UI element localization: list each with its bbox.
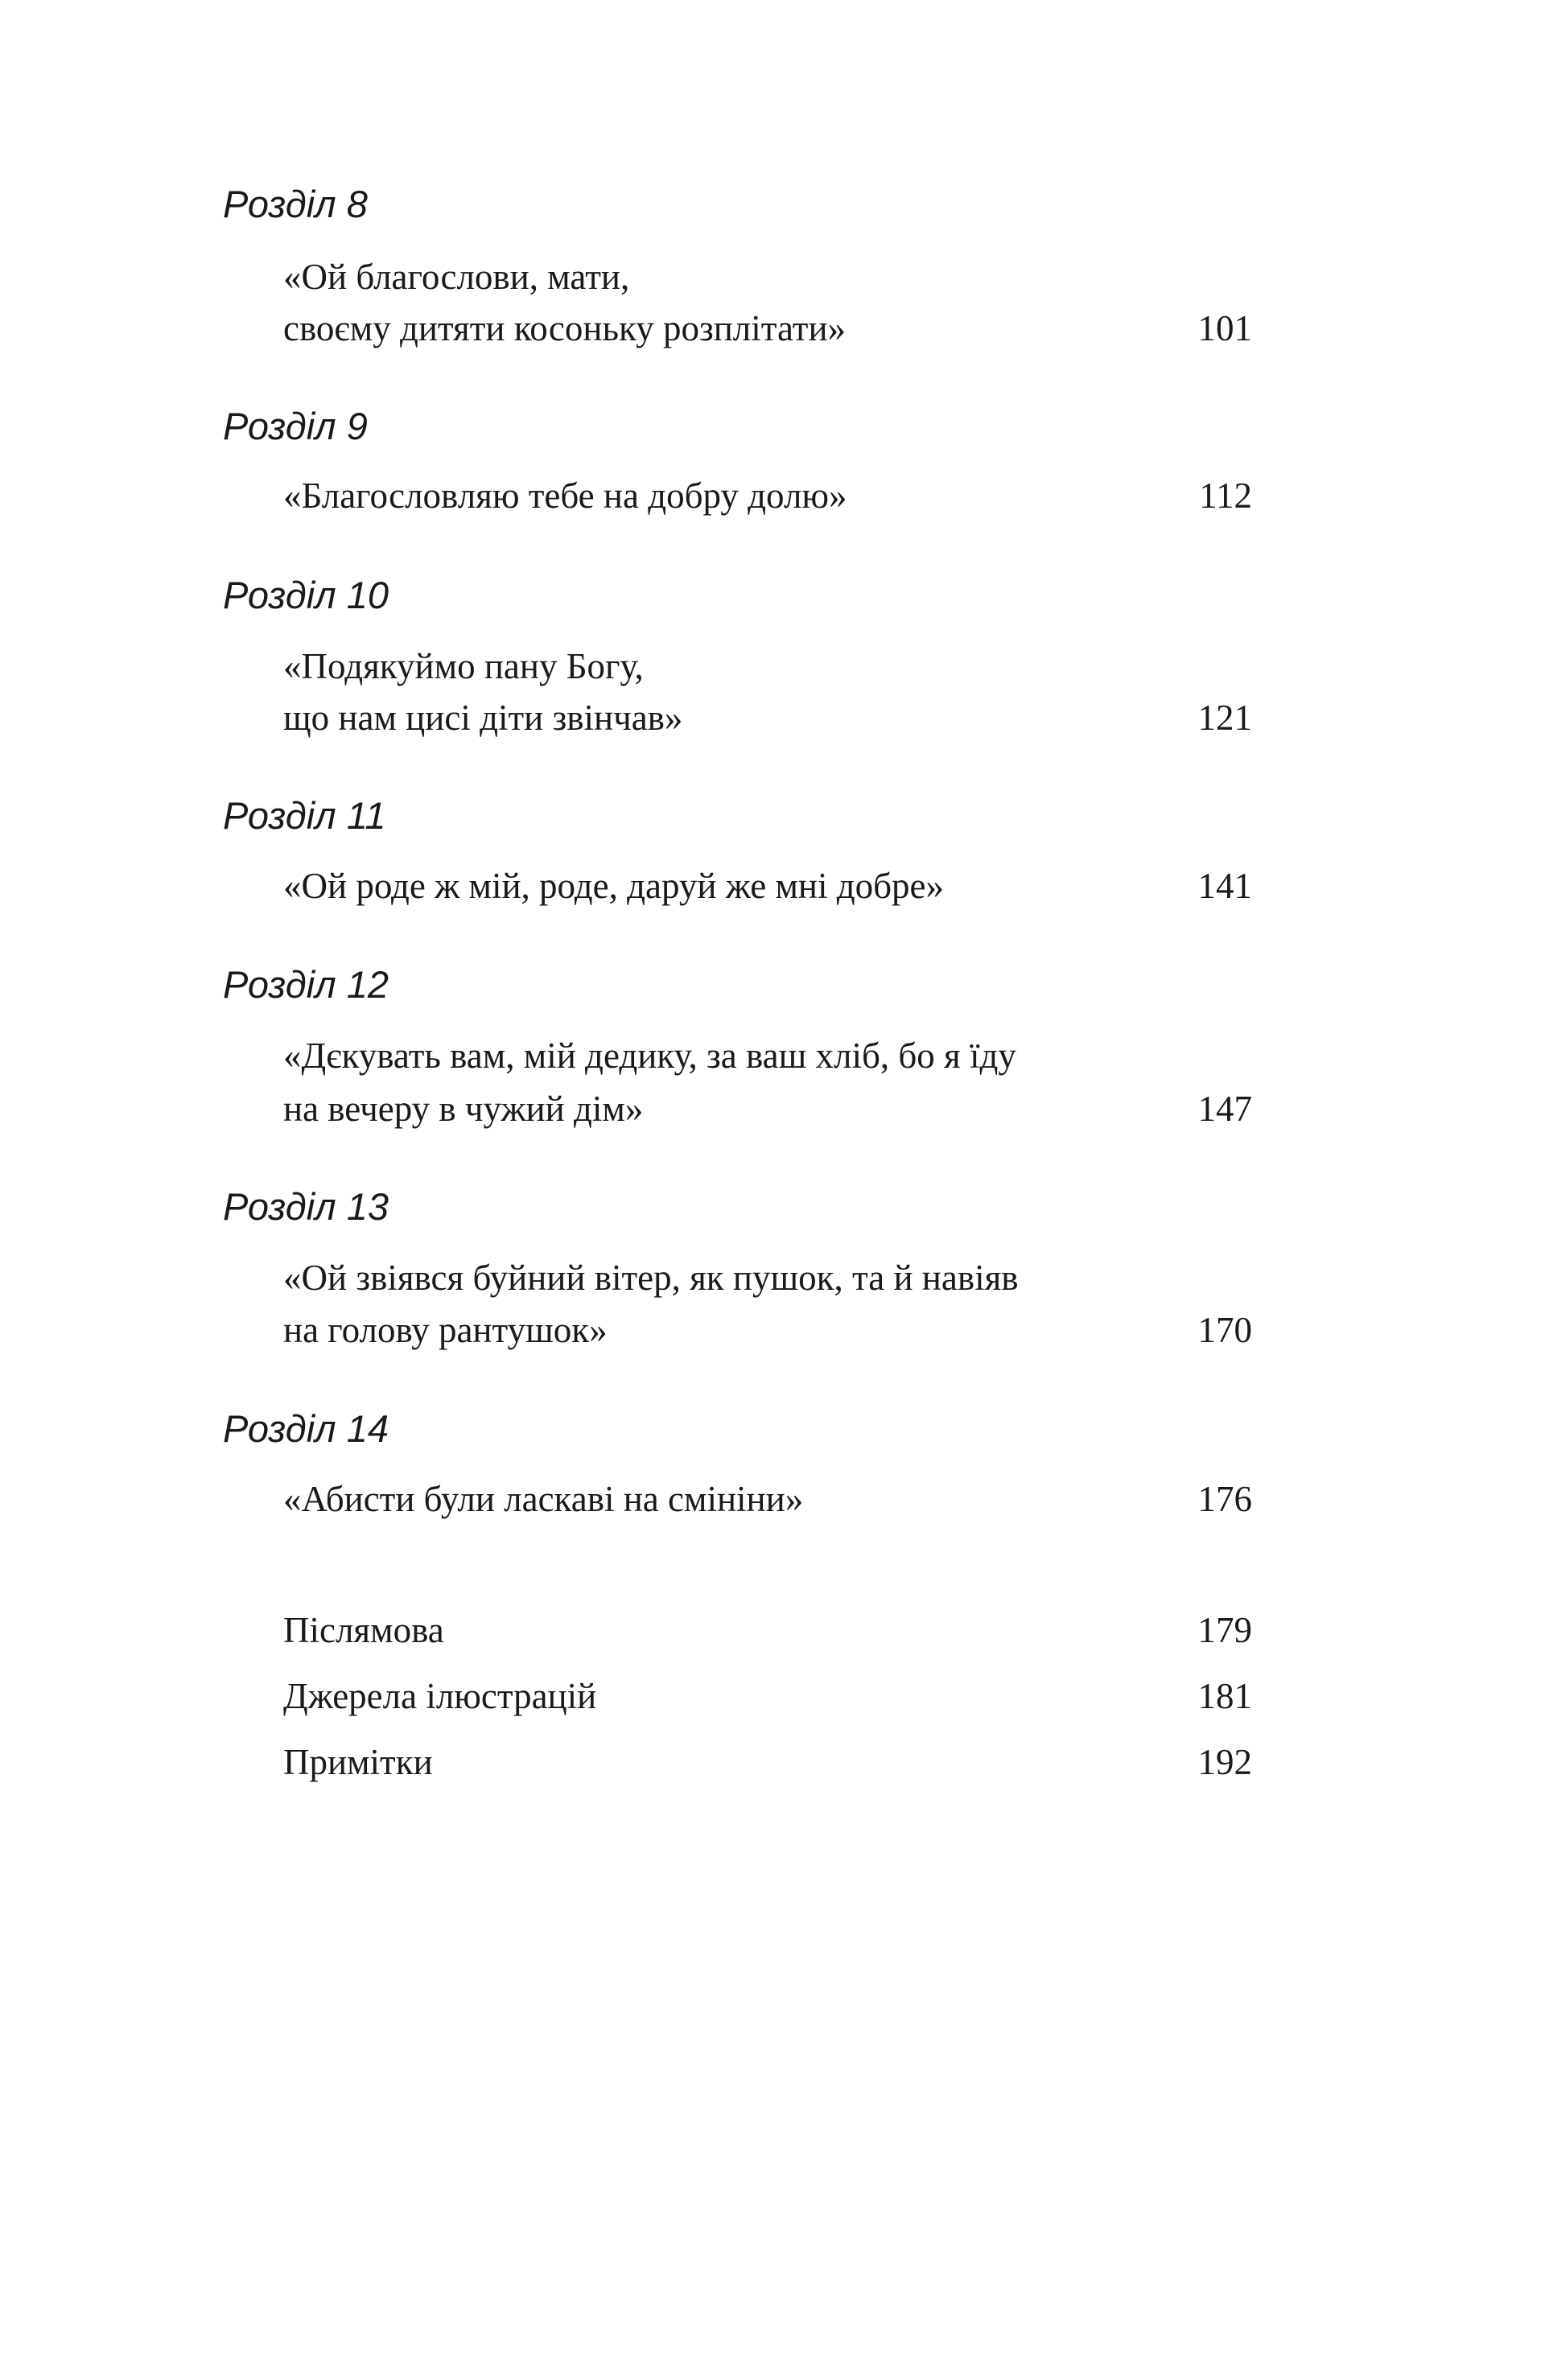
back-matter-notes-page: 192 bbox=[1197, 1742, 1252, 1782]
back-matter-illustration-sources-title: Джерела ілюстрацій bbox=[283, 1676, 597, 1716]
chapter-13-title-line-1: «Ой звіявся буйний вітер, як пушок, та й навіяв bbox=[283, 1258, 1019, 1298]
chapter-10-title-line-1: «Подякуймо пану Богу, bbox=[283, 646, 644, 686]
chapter-12-page-number: 147 bbox=[1197, 1089, 1252, 1129]
chapter-11-page-number: 141 bbox=[1197, 866, 1252, 906]
chapter-12-title-line-1: «Дєкувать вам, мій дедику, за ваш хліб, бо я їду bbox=[283, 1036, 1016, 1076]
chapter-13-heading: Розділ 13 bbox=[223, 1185, 389, 1228]
chapter-12-title-line-2: на вечеру в чужий дім» bbox=[283, 1089, 644, 1129]
chapter-8-title-line-1: «Ой благослови, мати, bbox=[283, 257, 630, 297]
chapter-9-page-number: 112 bbox=[1199, 476, 1252, 516]
chapter-9-title-line-1: «Благословляю тебе на добру долю» bbox=[283, 476, 847, 516]
chapter-8-heading: Розділ 8 bbox=[223, 183, 368, 225]
chapter-11-title-line-1: «Ой роде ж мій, роде, даруй же мні добре» bbox=[283, 866, 945, 906]
chapter-13-title-line-2: на голову рантушок» bbox=[283, 1310, 608, 1350]
chapter-11-heading: Розділ 11 bbox=[223, 794, 386, 837]
chapter-14-heading: Розділ 14 bbox=[223, 1407, 389, 1450]
chapter-9-heading: Розділ 9 bbox=[223, 405, 368, 447]
chapter-10-heading: Розділ 10 bbox=[223, 574, 389, 616]
chapter-14-title-line-1: «Абисти були ласкаві на смініни» bbox=[283, 1479, 804, 1519]
chapter-10-title-line-2: що нам цисі діти звінчав» bbox=[283, 698, 683, 738]
back-matter-afterword-page: 179 bbox=[1197, 1610, 1252, 1650]
chapter-13-page-number: 170 bbox=[1197, 1310, 1252, 1350]
back-matter-illustration-sources-page: 181 bbox=[1197, 1676, 1252, 1716]
back-matter-notes-title: Примітки bbox=[283, 1742, 433, 1782]
chapter-10-page-number: 121 bbox=[1197, 698, 1252, 738]
chapter-14-page-number: 176 bbox=[1197, 1479, 1252, 1519]
chapter-8-title-line-2: своєму дитяти косоньку розплітати» bbox=[283, 308, 847, 348]
chapter-8-page-number: 101 bbox=[1197, 308, 1252, 348]
back-matter-afterword-title: Післямова bbox=[283, 1610, 444, 1650]
chapter-12-heading: Розділ 12 bbox=[223, 963, 389, 1006]
